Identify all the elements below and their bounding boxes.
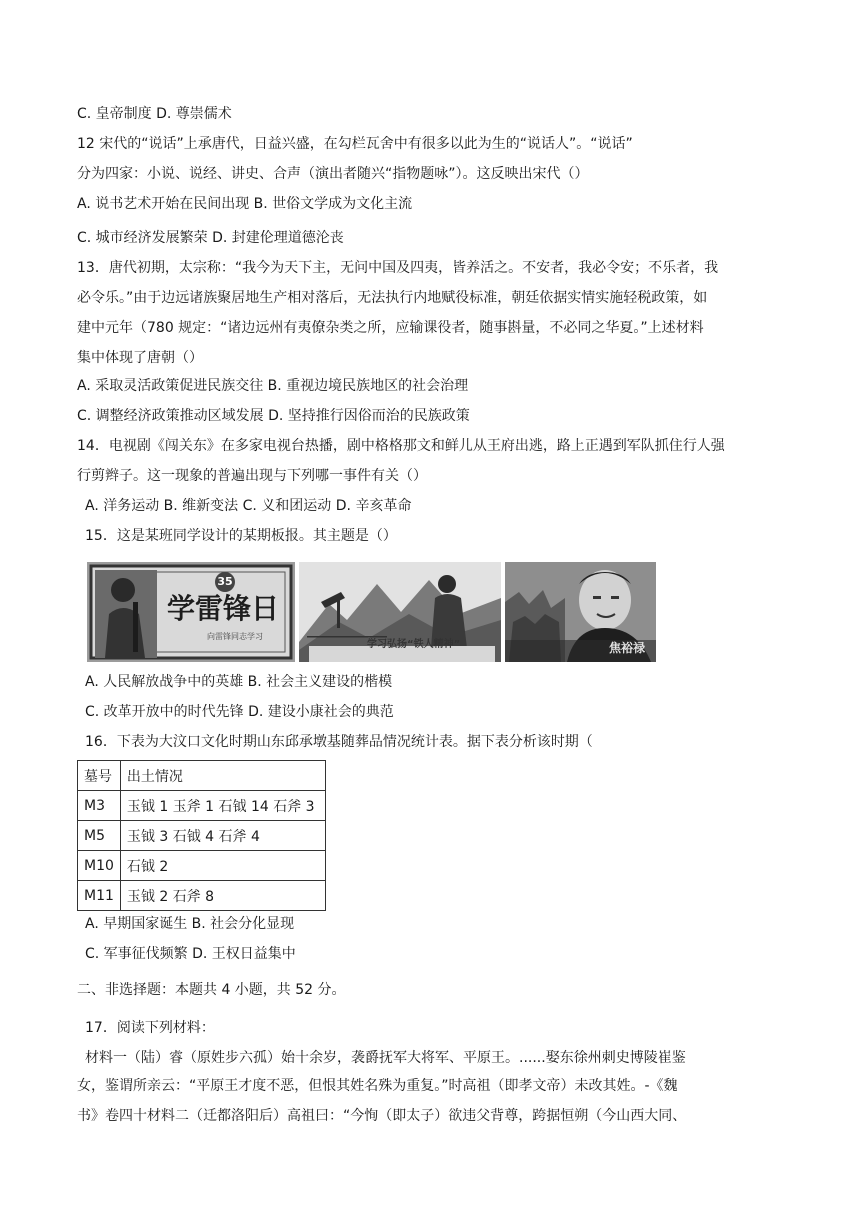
jiao-yulu-name: 焦裕禄 xyxy=(609,641,646,655)
q14-options: A. 洋务运动 B. 维新变法 C. 义和团运动 D. 辛亥革命 xyxy=(85,498,412,514)
table-row xyxy=(78,881,326,911)
table-cell: 玉钺 3 石钺 4 石斧 4 xyxy=(120,821,325,851)
q12-options-ab: A. 说书艺术开始在民间出现 B. 世俗文学成为文化主流 xyxy=(77,196,413,212)
q12-options-cd: C. 城市经济发展繁荣 D. 封建伦理道德沦丧 xyxy=(77,230,344,246)
lei-feng-subtitle: 向雷锋同志学习 xyxy=(207,632,263,641)
q11-options-cd: C. 皇帝制度 D. 尊崇儒术 xyxy=(77,106,232,122)
q14-stem-line2: 行剪辫子。这一现象的普遍出现与下列哪一事件有关（） xyxy=(77,468,427,484)
jiao-yulu-poster-image xyxy=(505,562,656,662)
table-row xyxy=(78,851,326,881)
q17-material-line3: 书》卷四十材料二（迁都洛阳后）高祖曰：“今恂（即太子）欲违父背尊，跨据恒朔（今山西大同、 xyxy=(77,1108,687,1124)
q13-options-ab: A. 采取灵活政策促进民族交往 B. 重视边境民族地区的社会治理 xyxy=(77,378,469,394)
iron-man-caption: 学习弘扬“铁人精神” xyxy=(367,639,461,650)
q13-options-cd: C. 调整经济政策推动区域发展 D. 坚持推行因俗而治的民族政策 xyxy=(77,408,470,424)
q16-stem: 16．下表为大汶口文化时期山东邱承墩基随葬品情况统计表。据下表分析该时期（ xyxy=(85,734,593,750)
lei-feng-title: 学雷锋日 xyxy=(167,592,280,625)
table-row xyxy=(78,791,326,821)
q17-material-line1: 材料一（陆）睿（原姓步六孤）始十余岁，袭爵抚军大将军、平原王。......娶东徐州刺史博陵崔鉴 xyxy=(85,1050,686,1066)
table-header-cell: 墓号 xyxy=(78,761,121,791)
burial-goods-table xyxy=(77,760,326,911)
lei-feng-poster-image xyxy=(87,562,295,662)
q17-material-line2: 女，鉴谓所亲云：“平原王才度不恶，但恨其姓名殊为重复。”时高祖（即孝文帝）未改其姓。-《魏 xyxy=(77,1078,678,1094)
q13-stem-line1: 13．唐代初期，太宗称：“我今为天下主，无问中国及四夷，皆养活之。不安者，我必令安；不乐者，我 xyxy=(77,260,719,276)
q15-stem: 15．这是某班同学设计的某期板报。其主题是（） xyxy=(85,528,397,544)
table-cell: M5 xyxy=(78,821,121,851)
table-row xyxy=(78,821,326,851)
table-cell: 石钺 2 xyxy=(120,851,325,881)
q13-stem-line4: 集中体现了唐朝（） xyxy=(77,350,203,366)
iron-man-poster-image xyxy=(299,562,501,662)
q13-stem-line2: 必令乐。”由于边远诸族聚居地生产相对落后，无法执行内地赋役标准，朝廷依据实情实施轻税政策，如 xyxy=(77,290,708,306)
q14-stem-line1: 14．电视剧《闯关东》在多家电视台热播，剧中格格那文和鲜儿从王府出逃，路上正遇到军队抓住行人强 xyxy=(77,438,725,454)
q15-options-cd: C. 改革开放中的时代先锋 D. 建设小康社会的典范 xyxy=(85,704,394,720)
q16-options-ab: A. 早期国家诞生 B. 社会分化显现 xyxy=(85,916,295,932)
q13-stem-line3: 建中元年（780 规定：“诸边远州有夷僚杂类之所，应输课役者，随事斟量，不必同之华夏。”上述材料 xyxy=(77,320,704,336)
table-cell: M10 xyxy=(78,851,121,881)
q12-stem-line2: 分为四家：小说、说经、讲史、合声（演出者随兴“指物题咏”）。这反映出宋代（） xyxy=(77,166,589,182)
lei-feng-badge: 35 xyxy=(217,575,233,588)
q17-stem: 17．阅读下列材料： xyxy=(85,1020,215,1036)
table-cell: 玉钺 1 玉斧 1 石钺 14 石斧 3 xyxy=(120,791,325,821)
table-cell: M11 xyxy=(78,881,121,911)
q15-options-ab: A. 人民解放战争中的英雄 B. 社会主义建设的楷模 xyxy=(85,674,393,690)
section-heading: 二、非选择题：本题共 4 小题，共 52 分。 xyxy=(77,982,346,998)
table-cell: M3 xyxy=(78,791,121,821)
q12-stem-line1: 12 宋代的“说话”上承唐代，日益兴盛，在勾栏瓦舍中有很多以此为生的“说话人”。“说话” xyxy=(77,136,633,152)
table-cell: 玉钺 2 石斧 8 xyxy=(120,881,325,911)
table-header-cell: 出土情况 xyxy=(120,761,325,791)
q16-options-cd: C. 军事征伐频繁 D. 王权日益集中 xyxy=(85,946,296,962)
table-header-row xyxy=(78,761,326,791)
